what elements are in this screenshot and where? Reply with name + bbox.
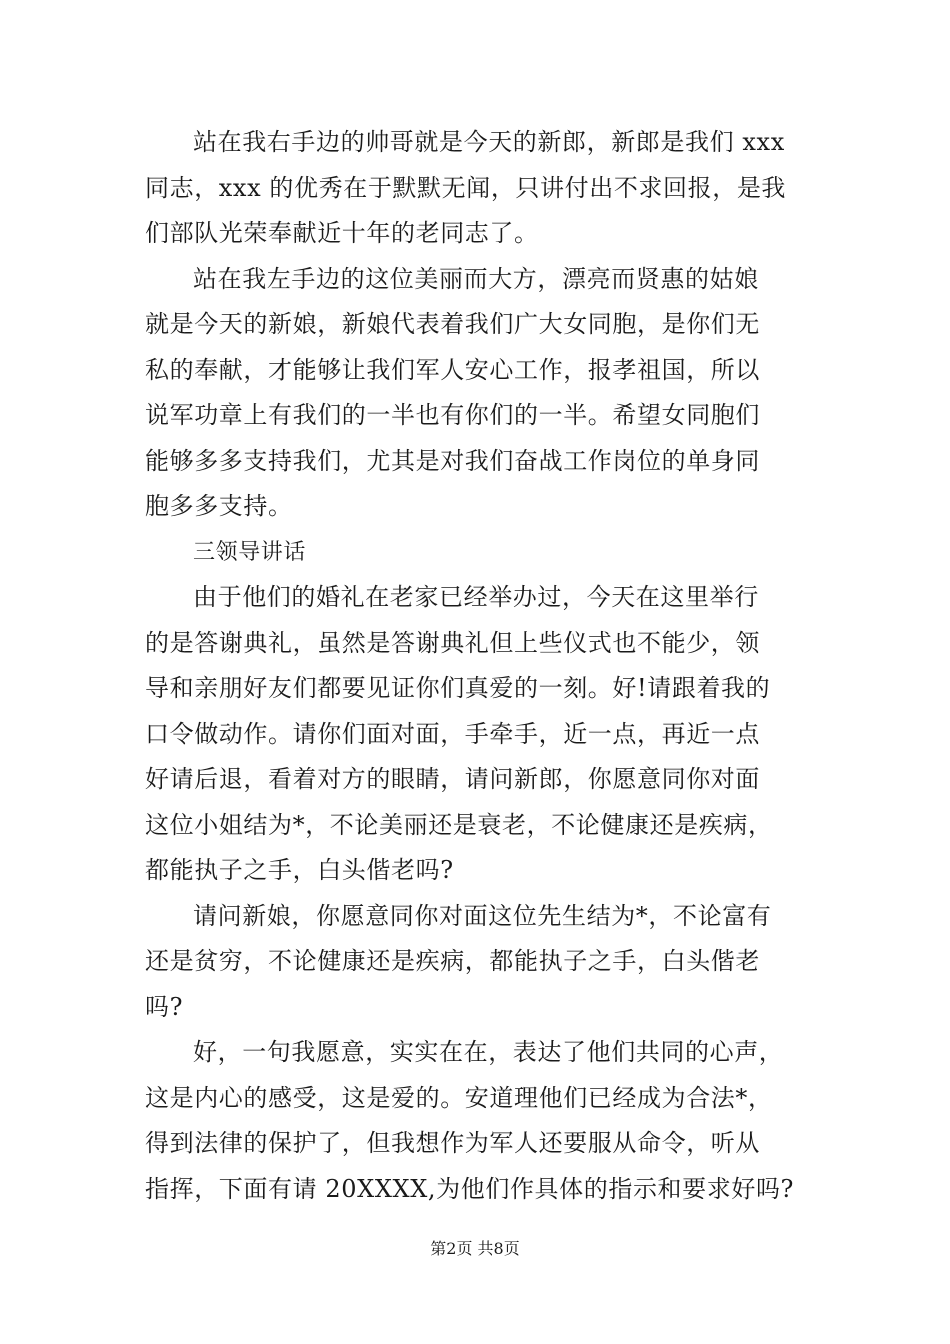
text-line: 这是内心的感受，这是爱的。安道理他们已经成为合法*， [145,1083,773,1112]
text-line: 导和亲朋好友们都要见证你们真爱的一刻。好!请跟着我的 [145,674,771,702]
page-footer [0,1238,950,1260]
text-line: 吗? [145,992,184,1021]
text-line: 私的奉献，才能够让我们军人安心工作，报孝祖国，所以 [145,355,760,384]
text-line: 同志，xxx 的优秀在于默默无闻，只讲付出不求回报，是我 [145,173,787,202]
text-line: 好请后退，看着对方的眼睛，请问新郎，你愿意同你对面 [145,765,760,793]
text-line: 站在我左手边的这位美丽而大方，漂亮而贤惠的姑娘 [193,264,759,293]
text-line: 还是贫穷，不论健康还是疾病，都能执子之手，白头偕老 [145,947,760,975]
text-line: 站在我右手边的帅哥就是今天的新郎，新郎是我们 xxx [193,128,785,156]
text-line: 好，一句我愿意，实实在在，表达了他们共同的心声， [193,1038,784,1066]
text-line: 都能执子之手，白头偕老吗? [145,856,454,884]
document-body [145,120,815,1212]
section-heading: 三领导讲话 [193,539,307,565]
text-line: 能够多多支持我们，尤其是对我们奋战工作岗位的单身同 [145,446,760,475]
text-line: 这位小姐结为*，不论美丽还是衰老，不论健康还是疾病， [145,810,773,839]
text-line: 说军功章上有我们的一半也有你们的一半。希望女同胞们 [145,401,760,429]
text-line: 们部队光荣奉献近十年的老同志了。 [145,219,539,247]
text-line: 指挥，下面有请 20XXXX,为他们作具体的指示和要求好吗? [145,1174,795,1203]
text-line: 的是答谢典礼，虽然是答谢典礼但上些仪式也不能少，领 [145,628,760,657]
page-number-label: 第2页 共8页 [430,1239,520,1258]
text-line: 口令做动作。请你们面对面，手牵手，近一点，再近一点 [145,719,760,748]
text-line: 就是今天的新娘，新娘代表着我们广大女同胞，是你们无 [145,310,760,338]
text-line: 得到法律的保护了，但我想作为军人还要服从命令，听从 [145,1129,760,1157]
text-line: 由于他们的婚礼在老家已经举办过，今天在这里举行 [193,583,759,611]
text-line: 请问新娘，你愿意同你对面这位先生结为*，不论富有 [193,901,772,930]
text-line: 胞多多支持。 [145,492,293,520]
